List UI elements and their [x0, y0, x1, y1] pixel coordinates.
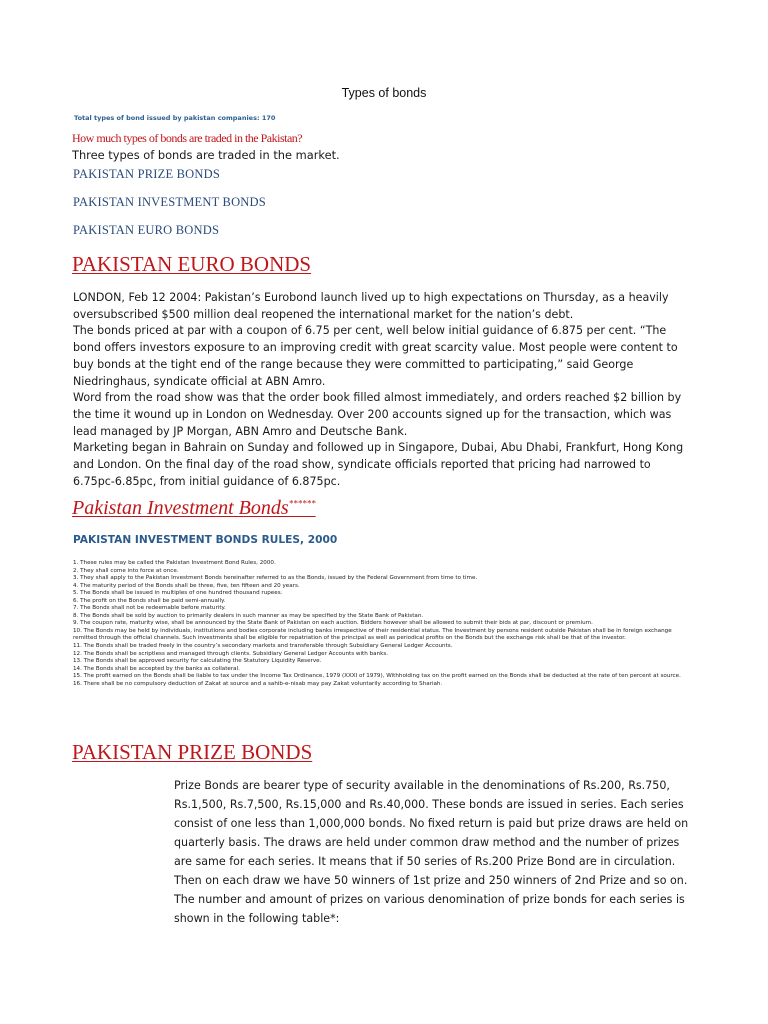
rule-item: 6. The profit on the Bonds shall be paid semi-annually. — [73, 597, 226, 604]
euro-paragraph: LONDON, Feb 12 2004: Pakistan’s Eurobond launch lived up to high expectations on Thursday, as a heavily oversubscribed $500 million deal reopened the international market for the nation’s debt. — [73, 291, 669, 321]
rule-item: 8. The Bonds shall be sold by auction to primarily dealers in such manner as may be specified by the State Bank of Pakistan. — [73, 612, 424, 619]
euro-paragraph: The bonds priced at par with a coupon of 6.75 per cent, well below initial guidance of 6.875 per cent. “The bond offers investors exposure to an improving credit with great scarcity value. Most people were content to buy bonds at the tight end of the range because they were committed to participating,” said George Niedringhaus, syndicate official at ABN Amro. — [73, 324, 678, 388]
euro-bonds-heading: PAKISTAN EURO BONDS — [72, 252, 312, 276]
rule-item: 9. The coupon rate, maturity wise, shall be announced by the State Bank of Pakistan on each auction. Bidders however shall be allowed to submit their bids at par, discount or premium. — [73, 620, 593, 627]
bond-count-note: Total types of bond issued by pakistan companies: 170 — [74, 114, 276, 122]
bond-type-euro[interactable]: PAKISTAN EURO BONDS — [73, 223, 220, 237]
investment-rules-subheading: PAKISTAN INVESTMENT BONDS RULES, 2000 — [73, 534, 338, 546]
heading-asterisks: ****** — [288, 498, 316, 509]
rule-item: 15. The profit earned on the Bonds shall be liable to tax under the Income Tax Ordinance, 1979 (XXXI of 1979), Withholding tax on the profit earned on the Bonds shall be deducted at the rate of ten percent at source. — [73, 673, 681, 680]
rule-item: 2. They shall come into force at once. — [73, 567, 179, 574]
bond-type-investment[interactable]: PAKISTAN INVESTMENT BONDS — [73, 195, 266, 209]
rule-item: 3. They shall apply to the Pakistan Investment Bonds hereinafter referred to as the Bonds, issued by the Federal Government from time to time. — [73, 575, 478, 582]
rule-item: 7. The Bonds shall not be redeemable before maturity. — [73, 605, 226, 612]
prize-bonds-body: Prize Bonds are bearer type of security available in the denominations of Rs.200, Rs.750, Rs.1,500, Rs.7,500, Rs.15,000 and Rs.40,000. These bonds are issued in series. Each series consist of one less than 1,000,000 bonds. No fixed return is paid but prize draws are held on quarterly basis. The draws are held under common draw method and the number of prizes are same for each series. It means that if 50 series of Rs.200 Prize Bond are in circulation. Then on each draw we have 50 winners of 1st prize and 250 winners of 2nd Prize and so on. The number and amount of prizes on various denomination of prize bonds for each series is shown in the following table*: — [174, 779, 689, 925]
investment-rules-list — [73, 560, 695, 688]
investment-bonds-heading — [72, 497, 316, 520]
euro-paragraph: Word from the road show was that the order book filled almost immediately, and orders reached $2 billion by the time it wound up in London on Wednesday. Over 200 accounts signed up for the transaction, which was lead managed by JP Morgan, ABN Amro and Deutsche Bank. — [73, 391, 682, 438]
rule-item: 14. The Bonds shall be accepted by the banks as collateral. — [73, 665, 240, 672]
rule-item: 12. The Bonds shall be scriptless and managed through clients. Subsidiary General Ledger Accounts with banks. — [73, 650, 389, 657]
rule-item: 1. These rules may be called the Pakistan Investment Bond Rules, 2000. — [73, 560, 276, 566]
euro-paragraph: Marketing began in Bahrain on Sunday and followed up in Singapore, Dubai, Abu Dhabi, Frankfurt, Hong Kong and London. On the final day of the road show, syndicate officials reported that pricing had narrowed to 6.75pc-6.85pc, from initial guidance of 6.875pc. — [73, 441, 684, 488]
rule-item: 5. The Bonds shall be issued in multiples of one hundred thousand rupees. — [73, 590, 283, 597]
answer-text: Three types of bonds are traded in the market. — [72, 148, 340, 162]
rule-item: 16. There shall be no compulsory deduction of Zakat at source and a sahib-e-nisab may pay Zakat voluntarily according to Shariah. — [73, 680, 443, 687]
rule-item: 10. The Bonds may be held by individuals, institutions and bodies corporate including banks irrespective of their residential status. The Investment by persons resident outside Pakistan shall be in foreign exchange remitted through the official channels. Such investments shall be eligible for repatriation of the principal as well as periodical profits on the Bonds but the exchange risk shall be that of the investor. — [73, 627, 672, 642]
rule-item: 13. The Bonds shall be approved security for calculating the Statutory Liquidity Reserve. — [73, 658, 322, 665]
rule-item: 4. The maturity period of the Bonds shall be three, five, ten fifteen and 20 years. — [73, 582, 300, 589]
euro-bonds-body — [73, 290, 693, 490]
bond-type-prize[interactable]: PAKISTAN PRIZE BONDS — [73, 167, 221, 181]
prize-bonds-heading: PAKISTAN PRIZE BONDS — [72, 740, 313, 764]
investment-bonds-heading-text: Pakistan Investment Bonds — [72, 497, 289, 519]
page-title: Types of bonds — [341, 86, 427, 100]
question-heading: How much types of bonds are traded in the Pakistan? — [72, 131, 303, 145]
rule-item: 11. The Bonds shall be traded freely in the country’s secondary markets and transferable through Subsidiary General Ledger Accounts. — [73, 643, 453, 650]
